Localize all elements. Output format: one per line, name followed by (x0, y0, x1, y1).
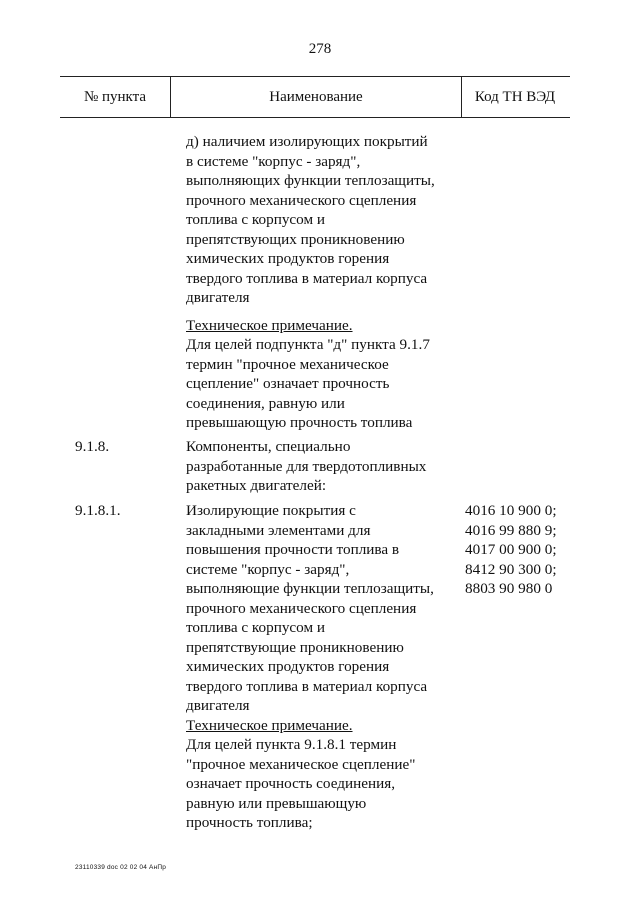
document-footer-code: 23110339 doc 02 02 04 АнПр (75, 864, 167, 871)
technical-note-title: Техническое примечание. (186, 317, 353, 334)
header-name-column: Наименование (170, 77, 462, 117)
subitem-d-text: д) наличием изолирующих покрытий в системе "корпус - заряд", выполняющих функции теплозащиты, прочного механического сцепления топлива с корпусом и препятствующих проникновению химических продуктов горения твердого топлива в материал корпуса двигателя (186, 133, 435, 306)
technical-note-text: Для целей пункта 9.1.8.1 термин "прочное механическое сцепление" означает прочность соединения, равную или превышающую прочность топлива; (186, 736, 416, 831)
item-text: Изолирующие покрытия с закладными элементами для повышения прочности топлива в системе "корпус - заряд", выполняющие функции теплозащиты, прочного механического сцепления топлива с корпусом и препятствующие проникновению химических продуктов горения твердого топлива в материал корпуса двигателя (186, 502, 434, 714)
header-number-column: № пункта (83, 89, 147, 105)
technical-note-text: Для целей подпункта "д" пункта 9.1.7 термин "прочное механическое сцепление" означает прочность соединения, равную или превышающую прочность топлива (186, 336, 430, 431)
item-codes: 4016 10 900 0; 4016 99 880 9; 4017 00 900 0; 8412 90 300 0; 8803 90 980 0 (465, 502, 557, 597)
table-header (60, 76, 570, 118)
page-number: 278 (308, 41, 332, 57)
header-code-column: Код ТН ВЭД (474, 89, 556, 105)
item-text: Компоненты, специально разработанные для твердотопливных ракетных двигателей: (186, 438, 427, 494)
item-number: 9.1.8. (75, 438, 110, 455)
technical-note-title: Техническое примечание. (186, 717, 353, 734)
item-number: 9.1.8.1. (75, 502, 121, 519)
